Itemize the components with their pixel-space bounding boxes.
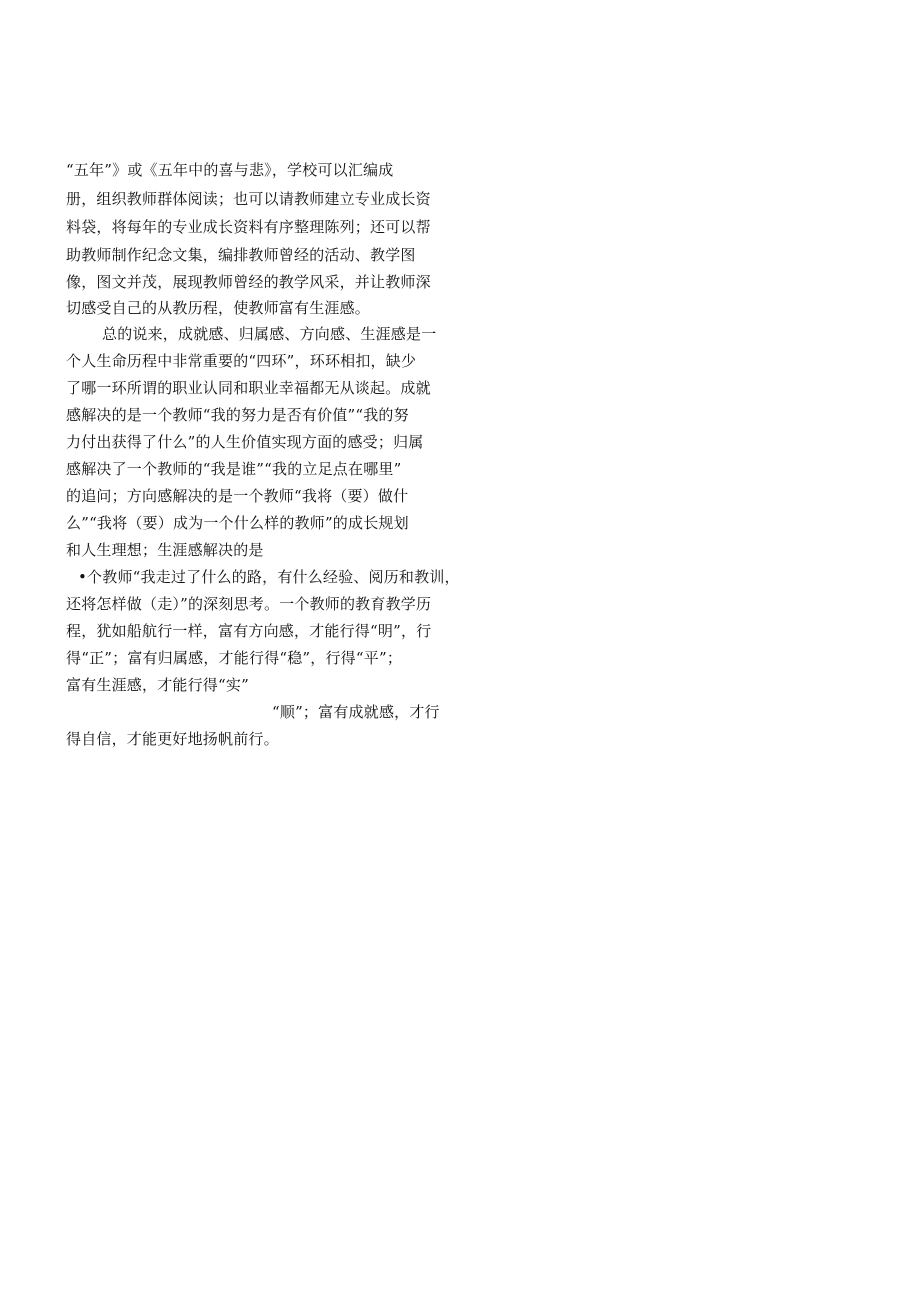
text-line: 册，组织教师群体阅读；也可以请教师建立专业成长资: [66, 190, 431, 208]
text-line: 感解决了一个教师的“我是谁”“我的立足点在哪里”: [66, 460, 402, 478]
text-line: 得“正”；富有归属感，才能行得“稳”，行得“平”；: [66, 649, 403, 667]
text-line: 力付出获得了什么”的人生价值实现方面的感受；归属: [66, 433, 424, 451]
text-line: 富有生涯感，才能行得“实”: [66, 676, 249, 694]
text-line: 么”“我将（要）成为一个什么样的教师”的成长规划: [66, 514, 409, 532]
text-line: 料袋，将每年的专业成长资料有序整理陈列；还可以帮: [66, 218, 431, 236]
paragraph-first-line: 总的说来，成就感、归属感、方向感、生涯感是一: [102, 325, 437, 343]
text-line: 助教师制作纪念文集，编排教师曾经的活动、教学图: [66, 246, 416, 264]
text-line: 个人生命历程中非常重要的“四环”，环环相扣，缺少: [66, 352, 417, 370]
text-line: 程，犹如船航行一样，富有方向感，才能行得“明”，行: [66, 622, 432, 640]
text-line: 切感受自己的从教历程，使教师富有生涯感。: [66, 299, 371, 317]
text-line: “五年”》或《五年中的喜与悲》，学校可以汇编成: [66, 161, 394, 179]
text-line: 还将怎样做（走）”的深刻思考。一个教师的教育教学历: [66, 595, 432, 613]
text-line: 的追问；方向感解决的是一个教师“我将（要）做什: [66, 487, 409, 505]
text-line: 感解决的是一个教师“我的努力是否有价值”“我的努: [66, 406, 409, 424]
bullet-line: •个教师“我走过了什么的路，有什么经验、阅历和教训，: [78, 568, 460, 586]
text-line: 和人生理想；生涯感解决的是: [66, 541, 264, 559]
text-line: 得自信，才能更好地扬帆前行。: [66, 730, 279, 748]
text-line: 了哪一环所谓的职业认同和职业幸福都无从谈起。成就: [66, 379, 431, 397]
text-line-indented: “顺”；富有成就感，才行: [272, 703, 440, 721]
text-line: 像，图文并茂，展现教师曾经的教学风采，并让教师深: [66, 273, 431, 291]
